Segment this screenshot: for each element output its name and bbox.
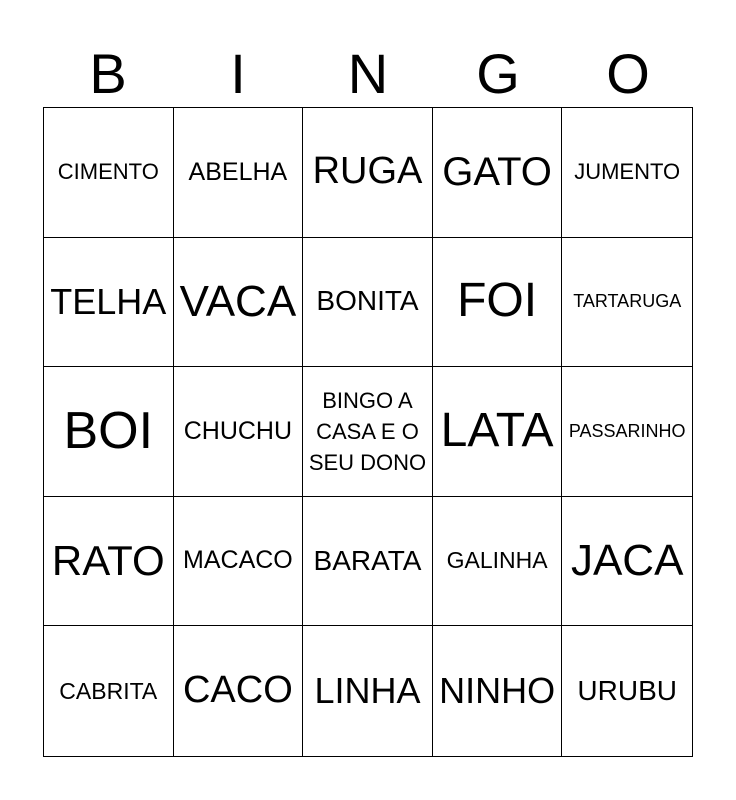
bingo-cell: LATA [433,367,563,497]
bingo-cell: TELHA [44,238,174,368]
header-letter-n: N [347,42,389,105]
bingo-cell: NINHO [433,626,563,756]
header-letter-b: B [89,42,127,105]
bingo-cell: BOI [44,367,174,497]
bingo-cell: JACA [562,497,692,627]
bingo-cell: MACACO [174,497,304,627]
header-letter-i: I [230,42,246,105]
bingo-cell: BONITA [303,238,433,368]
bingo-cell: RUGA [303,108,433,238]
bingo-board [43,107,693,757]
bingo-header [43,40,693,108]
bingo-cell: TARTARUGA [562,238,692,368]
bingo-cell: CIMENTO [44,108,174,238]
bingo-cell: JUMENTO [562,108,692,238]
bingo-cell: GATO [433,108,563,238]
bingo-cell: VACA [174,238,304,368]
bingo-cell: CHUCHU [174,367,304,497]
bingo-cell: GALINHA [433,497,563,627]
bingo-free-cell: BINGO A CASA E O SEU DONO [303,367,433,497]
bingo-cell: CACO [174,626,304,756]
bingo-cell: BARATA [303,497,433,627]
bingo-cell: ABELHA [174,108,304,238]
bingo-cell: PASSARINHO [562,367,692,497]
header-letter-g: G [476,42,520,105]
bingo-cell: LINHA [303,626,433,756]
bingo-cell: URUBU [577,674,677,706]
bingo-cell: CABRITA [44,626,174,756]
header-letter-o: O [606,42,650,105]
bingo-cell: RATO [44,497,174,627]
bingo-cell: FOI [433,238,563,368]
